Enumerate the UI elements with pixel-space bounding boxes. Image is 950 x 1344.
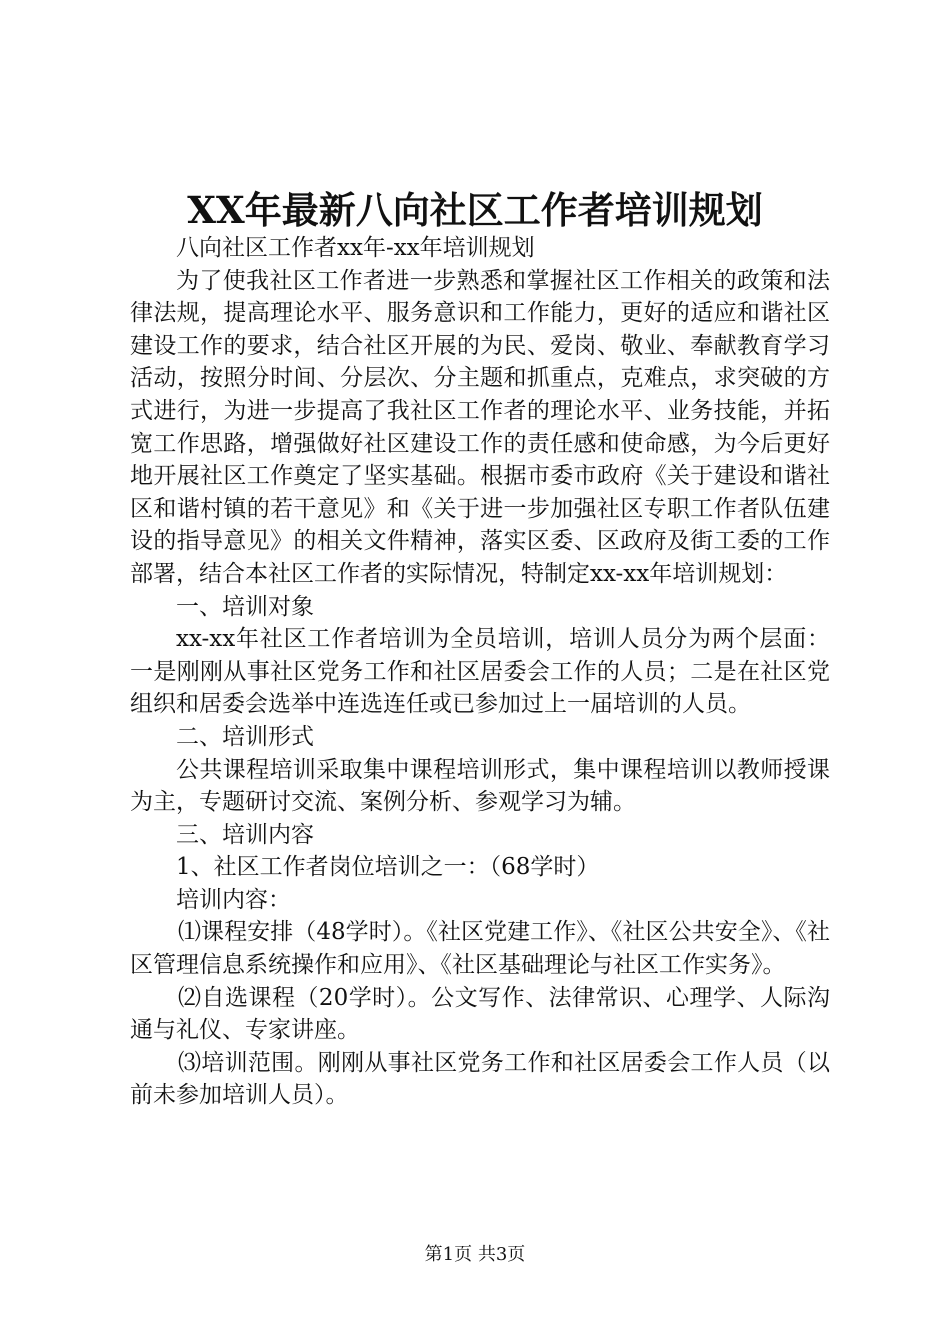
training-scope-item: ⑶培训范围。刚刚从事社区党务工作和社区居委会工作人员（以前未参加培训人员）。	[130, 1049, 830, 1109]
page-footer: 第1页 共3页	[424, 1244, 526, 1265]
section-heading-training-targets: 一、培训对象	[176, 593, 314, 620]
training-format-paragraph: 公共课程培训采取集中课程培训形式，集中课程培训以教师授课为主，专题研讨交流、案例分析、参观学习为辅。	[130, 756, 830, 816]
document-body	[130, 232, 830, 1112]
plan-subtitle: 八向社区工作者xx年-xx年培训规划	[176, 235, 535, 261]
training-content-label: 培训内容：	[176, 886, 291, 913]
training-targets-paragraph: xx-xx年社区工作者培训为全员培训，培训人员分为两个层面：一是刚刚从事社区党务工作和社区居委会工作的人员；二是在社区党组织和居委会选举中连选连任或已参加过上一届培训的人员。	[130, 626, 830, 718]
section-heading-training-content: 三、培训内容	[176, 821, 314, 848]
course-schedule-item: ⑴课程安排（48学时）。《社区党建工作》、《社区公共安全》、《社区管理信息系统操作和应用》、《社区基础理论与社区工作实务》。	[130, 919, 830, 979]
document-title: XX年最新八向社区工作者培训规划	[187, 188, 763, 232]
elective-course-item: ⑵自选课程（20学时）。公文写作、法律常识、心理学、人际沟通与礼仪、专家讲座。	[130, 984, 830, 1044]
training-content-item-1: 1、社区工作者岗位培训之一：（68学时）	[176, 854, 600, 881]
section-heading-training-format: 二、培训形式	[176, 723, 314, 750]
intro-paragraph: 为了使我社区工作者进一步熟悉和掌握社区工作相关的政策和法律法规，提高理论水平、服务意识和工作能力，更好的适应和谐社区建设工作的要求，结合社区开展的为民、爱岗、敬业、奉献教育学习活动，按照分时间、分层次、分主题和抓重点，克难点，求突破的方式进行，为进一步提高了我社区工作者的理论水平、业务技能，并拓宽工作思路，增强做好社区建设工作的责任感和使命感，为今后更好地开展社区工作奠定了坚实基础。根据市委市政府《关于建设和谐社区和谐村镇的若干意见》和《关于进一步加强社区专职工作者队伍建设的指导意见》的相关文件精神，落实区委、区政府及街工委的工作部署，结合本社区工作者的实际情况，特制定xx-xx年培训规划：	[130, 267, 830, 587]
